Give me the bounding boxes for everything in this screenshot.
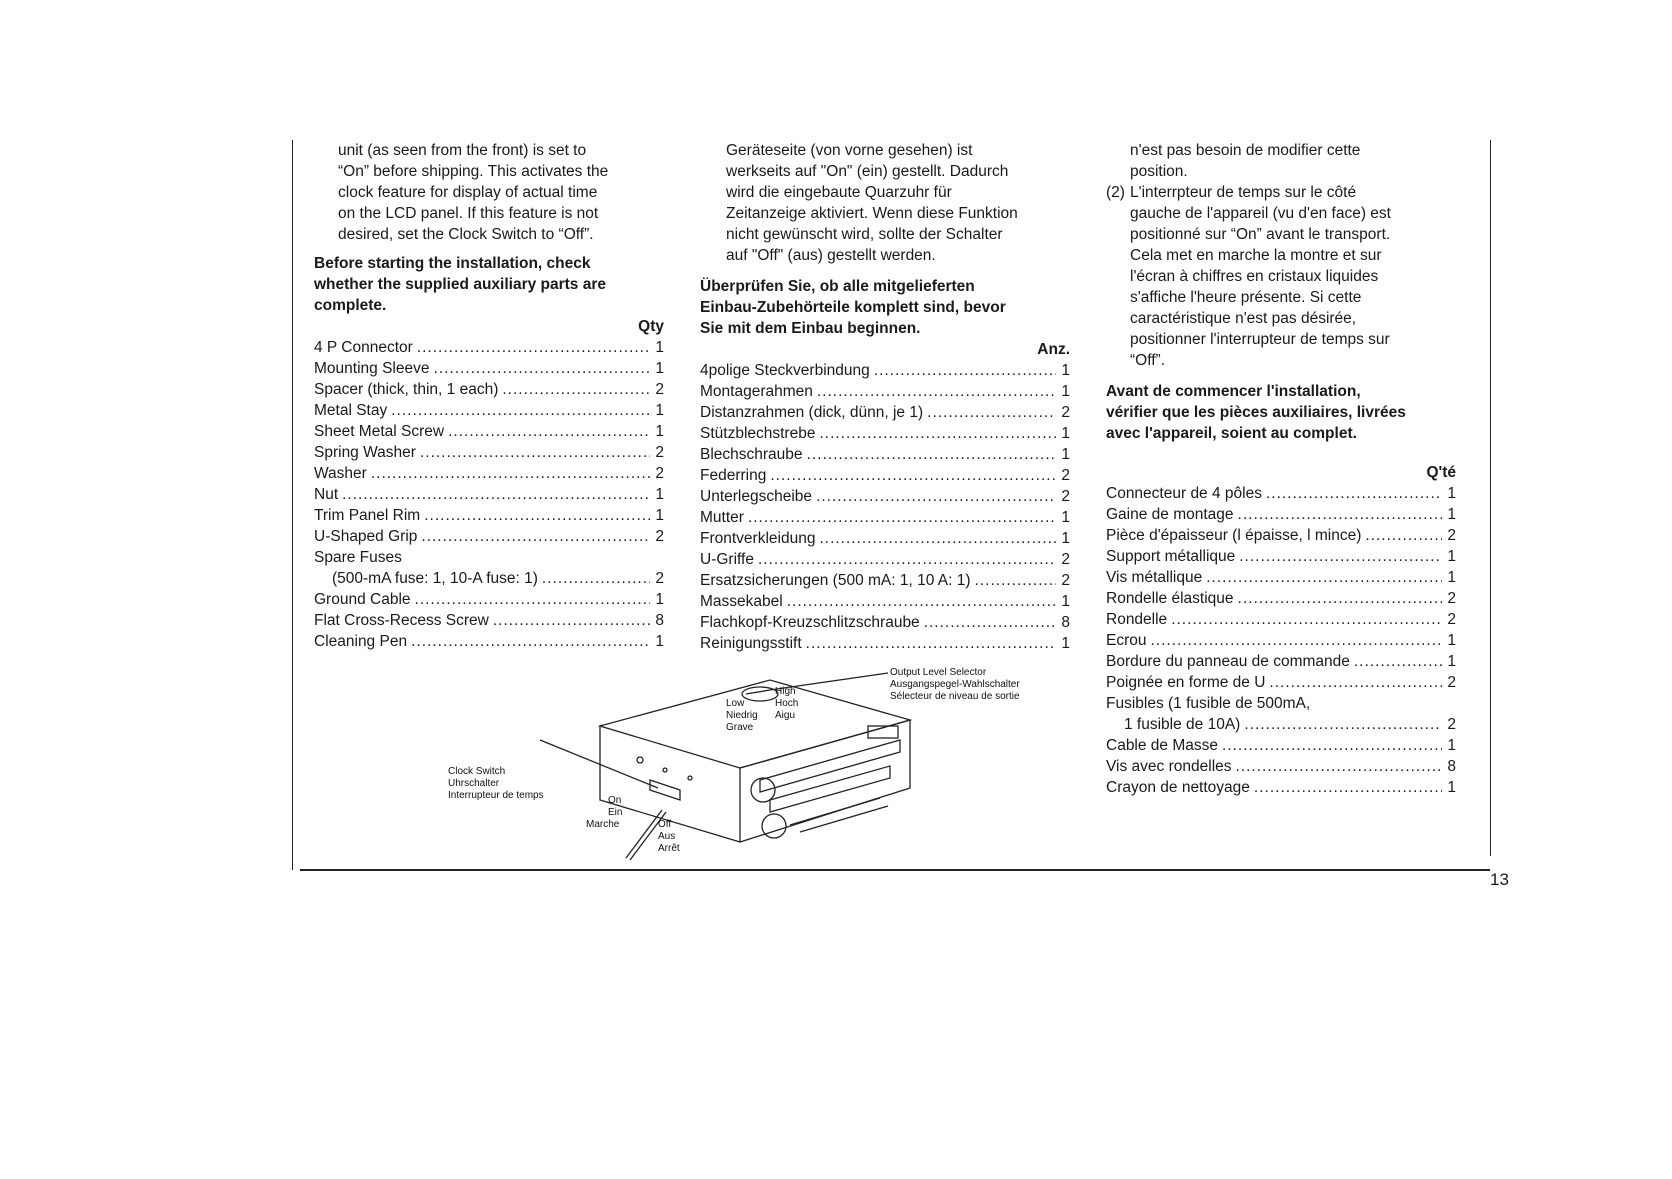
intro-line: Geräteseite (von vorne gesehen) ist [726,142,973,159]
list-item: Vis avec rondelles ..... 8 [1106,756,1456,777]
output-selector-label-en: Output Level Selector [890,667,987,678]
intro-line: nicht gewünscht wird, sollte der Schalter [726,226,1003,243]
intro-line: n'est pas besoin de modifier cette [1130,142,1361,159]
intro-line: unit (as seen from the front) is set to [338,142,587,159]
english-intro [314,140,664,245]
list-item: Washer ..... 2 [314,463,664,484]
list-item: Reinigungsstift ..... 1 [700,633,1070,654]
list-item: Spring Washer ..... 2 [314,442,664,463]
list-item: Stützblechstrebe ..... 1 [700,423,1070,444]
list-item: U-Griffe ..... 2 [700,549,1070,570]
list-item: Rondelle élastique ..... 2 [1106,588,1456,609]
list-item: Spacer (thick, thin, 1 each) ..... 2 [314,379,664,400]
high-label-en: High [775,686,796,697]
english-parts-list [314,337,664,652]
high-label-de: Hoch [775,698,799,709]
list-item: Mutter ..... 1 [700,507,1070,528]
list-item: Blechschraube ..... 1 [700,444,1070,465]
french-intro [1106,140,1456,182]
list-item: Metal Stay ..... 1 [314,400,664,421]
list-item: Spare Fuses [314,549,402,566]
english-heading: Before starting the installation, check whether the supplied auxiliary parts are complete. [314,255,607,314]
german-heading: Überprüfen Sie, ob alle mitgelieferten Einbau-Zubehörteile komplett sind, bevor Sie mit dem Einbau beginnen. [700,278,1006,337]
on-label-en: On [608,795,622,806]
on-label-de: Ein [608,807,623,818]
low-label-de: Niedrig [726,710,758,721]
list-item: 4 P Connector ..... 1 [314,337,664,358]
list-item: Ersatzsicherungen (500 mA: 1, 10 A: 1) ..... 2 [700,570,1070,591]
clock-switch-label-en: Clock Switch [448,766,506,777]
low-label-fr: Grave [726,722,754,733]
list-item: Cable de Masse ..... 1 [1106,735,1456,756]
list-item: Montagerahmen ..... 1 [700,381,1070,402]
qty-header: Anz. [1037,341,1070,358]
list-item: Sheet Metal Screw ..... 1 [314,421,664,442]
list-item: Flachkopf-Kreuzschlitzschraube ..... 8 [700,612,1070,633]
output-selector-label-de: Ausgangspegel-Wahlschalter [890,679,1020,690]
qty-header: Qty [638,318,664,335]
output-selector-label-fr: Sélecteur de niveau de sortie [890,691,1020,702]
intro-line: Zeitanzeige aktiviert. Wenn diese Funktion [726,205,1018,222]
off-label-fr: Arrêt [658,843,680,854]
list-item: Vis métallique ..... 1 [1106,567,1456,588]
list-item: Unterlegscheibe ..... 2 [700,486,1070,507]
intro-line: desired, set the Clock Switch to “Off”. [338,226,594,243]
german-intro [700,140,1070,266]
french-column [1106,140,1456,798]
list-item: Massekabel ..... 1 [700,591,1070,612]
list-item: 1 fusible de 10A) ..... 2 [1106,714,1456,735]
french-point-2: (2) L'interrpteur de temps sur le côté gauche de l'appareil (vu d'en face) est positionné sur “On” avant le transport. Cela met en marche la montre et sur l'écran à chiffres en cristaux liquides s'affiche l'heure présente. Si cette caractéristique n'est pas désirée, positionner l'interrupteur de temps sur “Off”. [1106,184,1391,369]
list-item: 4polige Steckverbindung ..... 1 [700,360,1070,381]
german-column [700,140,1070,654]
list-item: U-Shaped Grip ..... 2 [314,526,664,547]
clock-switch-label-de: Uhrschalter [448,778,500,789]
list-item: Nut ..... 1 [314,484,664,505]
intro-line: auf "Off" (aus) gestellt werden. [726,247,936,264]
list-item: Connecteur de 4 pôles ..... 1 [1106,483,1456,504]
list-item: Frontverkleidung ..... 1 [700,528,1070,549]
list-item: Ecrou ..... 1 [1106,630,1456,651]
enum-number: (2) [1106,184,1125,201]
list-item: Federring ..... 2 [700,465,1070,486]
german-parts-list [700,360,1070,654]
intro-line: werkseits auf "On" (ein) gestellt. Dadurch [726,163,1009,180]
list-item: (500-mA fuse: 1, 10-A fuse: 1) ..... 2 [314,568,664,589]
french-heading: Avant de commencer l'installation, vérifier que les pièces auxiliaires, livrées avec l'appareil, soient au complet. [1106,383,1406,442]
on-label-fr: Marche [586,819,620,830]
list-item: Distanzrahmen (dick, dünn, je 1) ..... 2 [700,402,1070,423]
list-item: Bordure du panneau de commande ..... 1 [1106,651,1456,672]
list-item: Pièce d'épaisseur (l épaisse, l mince) ..... 2 [1106,525,1456,546]
french-parts-list [1106,483,1456,798]
list-item: Poignée en forme de U ..... 2 [1106,672,1456,693]
intro-line: on the LCD panel. If this feature is not [338,205,599,222]
radio-unit-illustration [540,673,910,860]
list-item: Flat Cross-Recess Screw ..... 8 [314,610,664,631]
english-column [314,140,664,652]
high-label-fr: Aigu [775,710,796,721]
list-item: Rondelle ..... 2 [1106,609,1456,630]
frame-left-border [292,140,293,870]
clock-switch-label-fr: Interrupteur de temps [448,790,544,801]
list-item: Gaine de montage ..... 1 [1106,504,1456,525]
list-item: Trim Panel Rim ..... 1 [314,505,664,526]
list-item: Mounting Sleeve ..... 1 [314,358,664,379]
list-item: Crayon de nettoyage ..... 1 [1106,777,1456,798]
list-item: Ground Cable ..... 1 [314,589,664,610]
list-item: Cleaning Pen ..... 1 [314,631,664,652]
list-item: Support métallique ..... 1 [1106,546,1456,567]
frame-right-border [1490,140,1491,856]
off-label-de: Aus [658,831,676,842]
low-label-en: Low [726,698,745,709]
qty-header: Q'té [1426,464,1456,481]
list-item: Fusibles (1 fusible de 500mA, [1106,695,1311,712]
intro-line: “On” before shipping. This activates the [338,163,609,180]
intro-line: wird die eingebaute Quarzuhr für [726,184,952,201]
intro-line: position. [1130,163,1188,180]
radio-unit-diagram [440,660,1060,870]
intro-line: clock feature for display of actual time [338,184,598,201]
off-label-en: Off [658,819,672,830]
page-number: 13 [1490,870,1509,889]
